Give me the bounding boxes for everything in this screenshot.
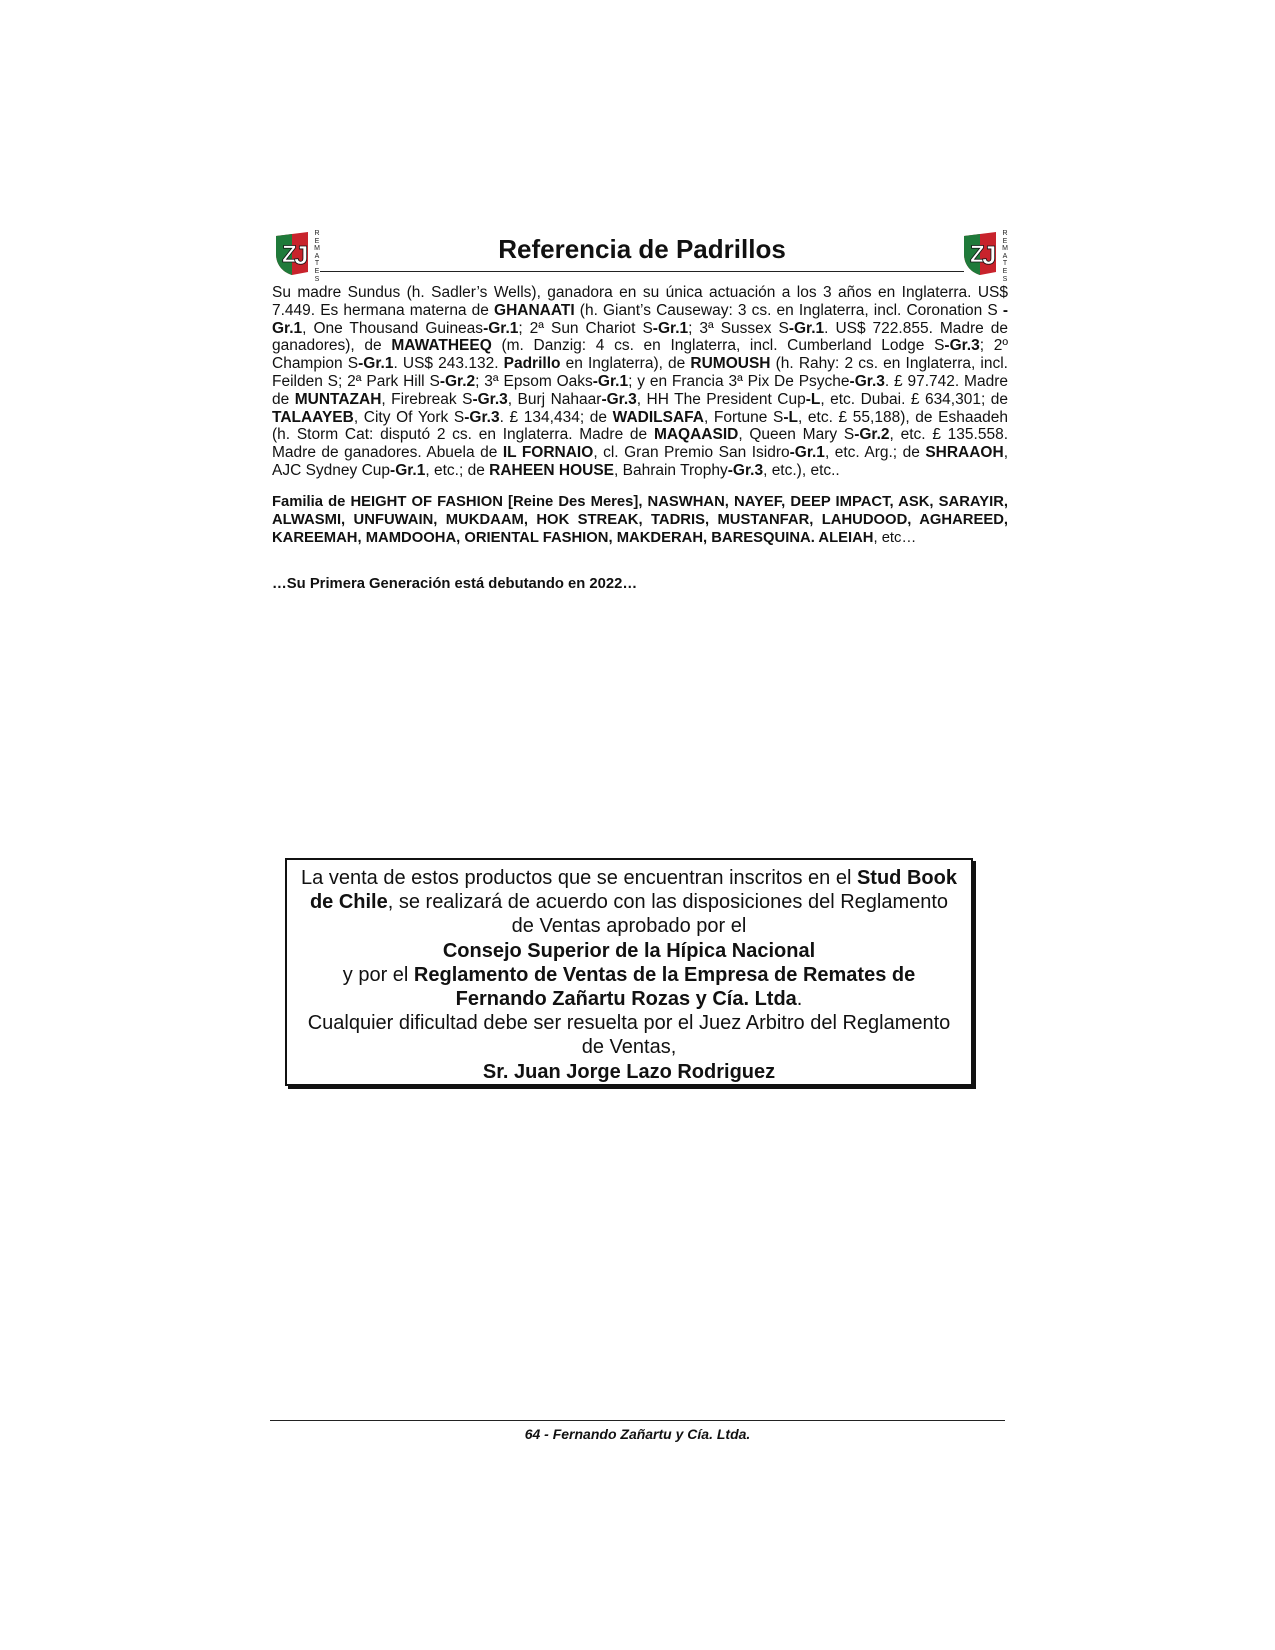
svg-text:J: J: [294, 240, 309, 270]
svg-text:Z: Z: [970, 241, 985, 268]
company-logo-right: [960, 228, 1012, 283]
svg-text:J: J: [982, 240, 997, 270]
dam-reference-paragraph: Su madre Sundus (h. Sadler’s Wells), ganadora en su única actuación a los 3 años en Inglaterra. US$ 7.449. Es hermana materna de GHANAATI (h. Giant’s Causeway: 3 cs. en Inglaterra, incl. Coronation S -Gr.1, One Thousand Guineas-Gr.1; 2ª Sun Chariot S-Gr.1; 3ª Sussex S-Gr.1. US$ 722.855. Madre de ganadores), de MAWATHEEQ (m. Danzig: 4 cs. en Inglaterra, incl. Cumberland Lodge S-Gr.3; 2º Champion S-Gr.1. US$ 243.132. Padrillo en Inglaterra), de RUMOUSH (h. Rahy: 2 cs. en Inglaterra, incl. Feilden S; 2ª Park Hill S-Gr.2; 3ª Epsom Oaks-Gr.1; y en Francia 3ª Pix De Psyche-Gr.3. £ 97.742. Madre de MUNTAZAH, Firebreak S-Gr.3, Burj Nahaar-Gr.3, HH The President Cup-L, etc. Dubai. £ 634,301; de TALAAYEB, City Of York S-Gr.3. £ 134,434; de WADILSAFA, Fortune S-L, etc. £ 55,188), de Eshaadeh (h. Storm Cat: disputó 2 cs. en Inglaterra. Madre de MAQAASID, Queen Mary S-Gr.2, etc. £ 135.558. Madre de ganadores. Abuela de IL FORNAIO, cl. Gran Premio San Isidro-Gr.1, etc. Arg.; de SHRAAOH, AJC Sydney Cup-Gr.1, etc.; de RAHEEN HOUSE, Bahrain Trophy-Gr.3, etc.), etc..: [272, 284, 1009, 479]
svg-text:Z: Z: [282, 241, 297, 268]
page-header: [272, 228, 1012, 283]
page-footer: 64 - Fernando Zañartu y Cía. Ltda.: [524, 1426, 751, 1442]
page-title: Referencia de Padrillos: [498, 234, 786, 264]
logo-side-text: R E M A T E S: [314, 230, 320, 283]
footer-rule: [270, 1420, 1005, 1421]
family-paragraph: Familia de HEIGHT OF FASHION [Reine Des Meres], NASWHAN, NAYEF, DEEP IMPACT, ASK, SARAYIR, ALWASMI, UNFUWAIN, MUKDAAM, HOK STREAK, TADRIS, MUSTANFAR, LAHUDOOD, AGHAREED, KAREEMAH, MAMDOOHA, ORIENTAL FASHION, MAKDERAH, BARESQUINA. ALEIAH, etc…: [272, 494, 1008, 546]
generation-note: …Su Primera Generación está debutando en 2022…: [272, 576, 638, 592]
sale-conditions-notice: La venta de estos productos que se encuentran inscritos en el Stud Book de Chile, se realizará de acuerdo con las disposiciones del Reglamento de Ventas aprobado por el Consejo Superior de la Hípica Nacional y por el Reglamento de Ventas de la Empresa de Remates de Fernando Zañartu Rozas y Cía. Ltda. Cualquier dificultad debe ser resuelta por el Juez Arbitro del Reglamento de Ventas, Sr. Juan Jorge Lazo Rodriguez: [285, 858, 973, 1086]
header-rule: [320, 271, 964, 272]
logo-side-text: R E M A T E S: [1002, 230, 1008, 283]
